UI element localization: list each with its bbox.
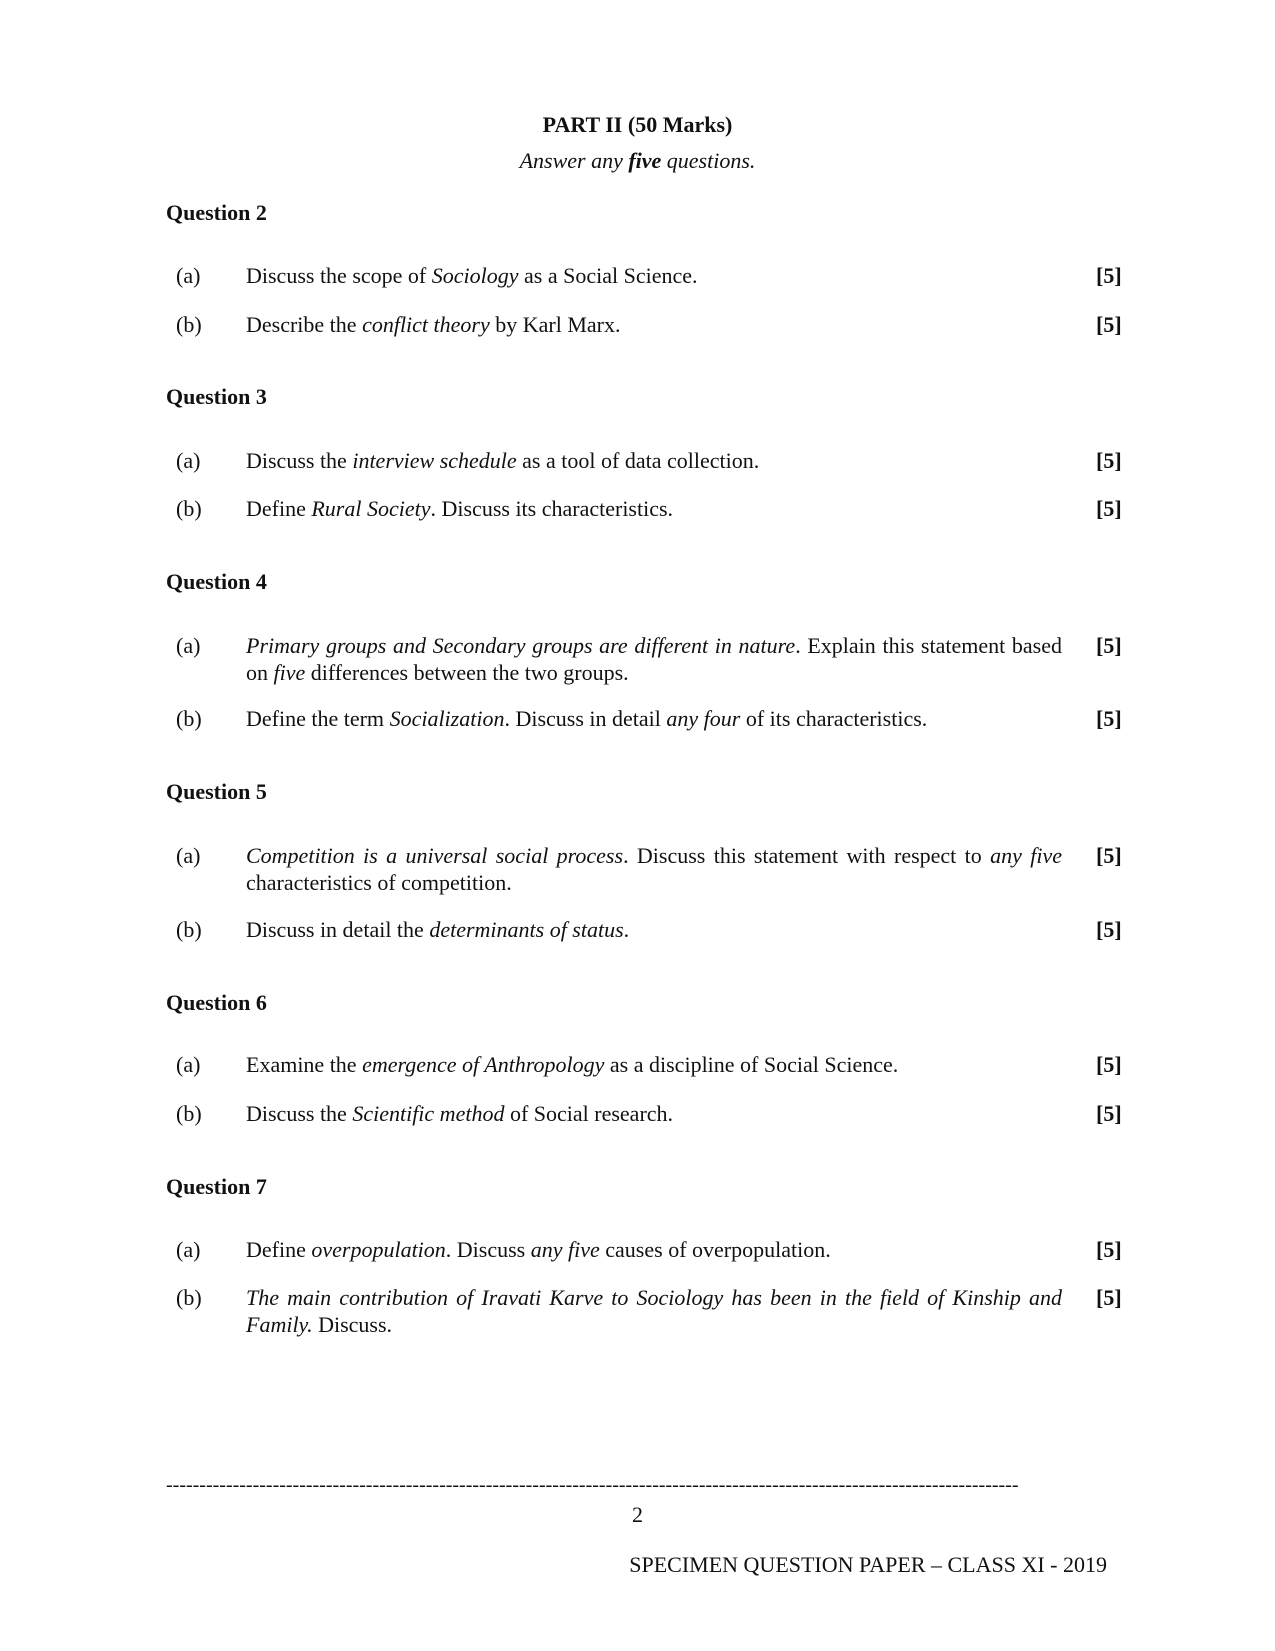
emphasis-text: five — [273, 660, 306, 685]
text-segment: as a tool of data collection. — [516, 448, 760, 473]
marks-badge: [5] — [1096, 706, 1122, 731]
footer-label: SPECIMEN QUESTION PAPER – CLASS XI - 2019 — [629, 1552, 1107, 1577]
question-heading: Question 7 — [166, 1174, 267, 1199]
marks-badge: [5] — [1096, 917, 1122, 942]
text-segment: as a discipline of Social Science. — [604, 1052, 899, 1077]
part-label: (a) — [176, 448, 201, 473]
part-text — [246, 632, 1062, 686]
part-label: (a) — [176, 843, 201, 868]
page-number: 2 — [632, 1502, 643, 1527]
marks-badge: [5] — [1096, 1285, 1122, 1310]
marks-badge: [5] — [1096, 312, 1122, 337]
part-text — [246, 705, 1062, 732]
part-label: (a) — [176, 1237, 201, 1262]
text-segment: . Discuss in detail — [504, 706, 667, 731]
marks-badge: [5] — [1096, 1101, 1122, 1126]
instruction-emphasis: five — [628, 148, 662, 173]
marks-badge: [5] — [1096, 1237, 1122, 1262]
text-segment: . Discuss — [445, 1237, 531, 1262]
part-text — [246, 916, 1062, 943]
emphasis-text: Rural Society — [311, 496, 431, 521]
emphasis-text: conflict theory — [362, 312, 490, 337]
part-text — [246, 311, 1062, 338]
part-label: (b) — [176, 496, 202, 521]
text-segment: as a Social Science. — [518, 263, 698, 288]
emphasis-text: overpopulation — [311, 1237, 446, 1262]
part-label: (a) — [176, 263, 201, 288]
part-label: (a) — [176, 633, 201, 658]
text-segment: . — [623, 917, 630, 942]
part-label: (a) — [176, 1052, 201, 1077]
text-segment: . Discuss this statement with respect to — [623, 843, 991, 868]
text-segment: differences between the two groups. — [305, 660, 629, 685]
footer-separator: -------------------------------------------------------------------------------------------------------------------------------- — [166, 1474, 1019, 1496]
text-segment: Define the term — [246, 706, 390, 731]
part-text — [246, 1236, 1062, 1263]
part-text — [246, 1051, 1062, 1078]
emphasis-text: any five — [530, 1237, 600, 1262]
part-text — [246, 447, 1062, 474]
instruction-post: questions. — [661, 148, 756, 173]
text-segment: Describe the — [246, 312, 363, 337]
text-segment: Examine the — [246, 1052, 363, 1077]
marks-badge: [5] — [1096, 843, 1122, 868]
text-segment: Define — [246, 1237, 312, 1262]
question-heading: Question 2 — [166, 200, 267, 225]
text-segment: of its characteristics. — [740, 706, 928, 731]
marks-badge: [5] — [1096, 448, 1122, 473]
text-segment: Discuss the scope of — [246, 263, 432, 288]
text-segment: characteristics of competition. — [246, 870, 512, 895]
emphasis-text: emergence of Anthropology — [362, 1052, 605, 1077]
part-text — [246, 495, 1062, 522]
text-segment: . Explain this statement based on — [246, 633, 1063, 685]
question-heading: Question 4 — [166, 569, 267, 594]
question-heading: Question 5 — [166, 779, 267, 804]
emphasis-text: determinants of status — [429, 917, 624, 942]
text-segment: Discuss the — [246, 1101, 353, 1126]
emphasis-text: interview schedule — [352, 448, 517, 473]
marks-badge: [5] — [1096, 263, 1122, 288]
question-heading: Question 3 — [166, 384, 267, 409]
emphasis-text: Socialization — [389, 706, 505, 731]
text-segment: by Karl Marx. — [489, 312, 621, 337]
emphasis-text: Competition is a universal social process — [246, 843, 624, 868]
emphasis-text: any five — [990, 843, 1062, 868]
part-label: (b) — [176, 1285, 202, 1310]
part-text — [246, 1284, 1062, 1338]
part-text — [246, 842, 1062, 896]
emphasis-text: Scientific method — [352, 1101, 505, 1126]
marks-badge: [5] — [1096, 633, 1122, 658]
instruction — [0, 148, 1275, 174]
text-segment: Define — [246, 496, 312, 521]
emphasis-text: any four — [666, 706, 741, 731]
part-label: (b) — [176, 917, 202, 942]
text-segment: . Discuss its characteristics. — [430, 496, 674, 521]
text-segment: causes of overpopulation. — [599, 1237, 831, 1262]
instruction-pre: Answer any — [519, 148, 629, 173]
question-heading: Question 6 — [166, 990, 267, 1015]
emphasis-text: The main contribution of Iravati Karve to Sociology has been in the field of Kinship and Family. — [246, 1285, 1062, 1337]
part-text — [246, 1100, 1062, 1127]
marks-badge: [5] — [1096, 496, 1122, 521]
part-label: (b) — [176, 1101, 202, 1126]
text-segment: of Social research. — [504, 1101, 674, 1126]
marks-badge: [5] — [1096, 1052, 1122, 1077]
part-text — [246, 262, 1062, 289]
text-segment: Discuss the — [246, 448, 353, 473]
text-segment: Discuss in detail the — [246, 917, 430, 942]
part-label: (b) — [176, 706, 202, 731]
emphasis-text: Primary groups and Secondary groups are different in nature — [246, 633, 796, 658]
part-title: PART II (50 Marks) — [542, 112, 733, 137]
part-label: (b) — [176, 312, 202, 337]
emphasis-text: Sociology — [431, 263, 519, 288]
text-segment: Discuss. — [312, 1312, 393, 1337]
